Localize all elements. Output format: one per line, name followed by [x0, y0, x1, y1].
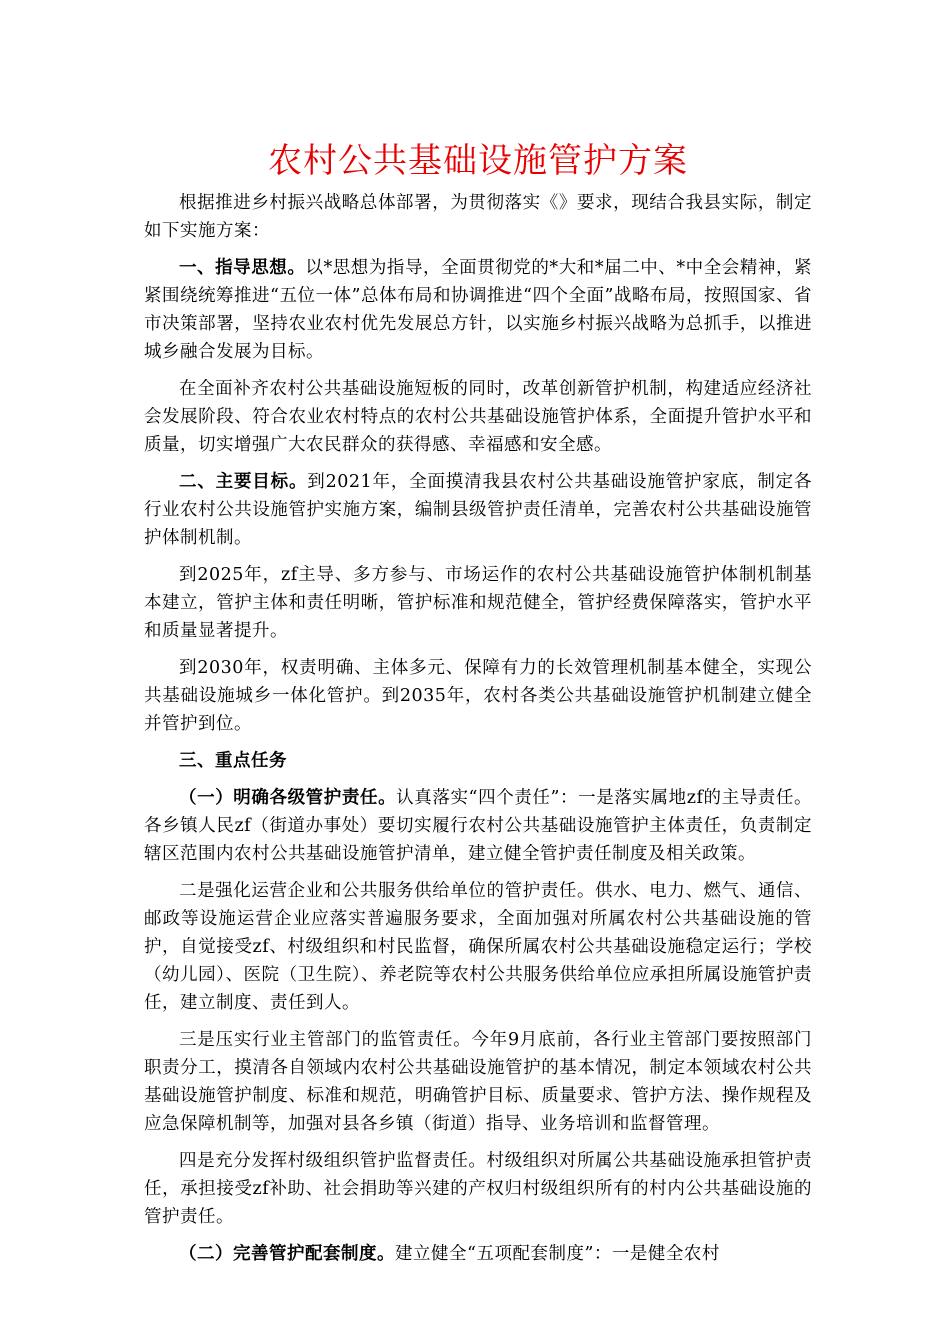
paragraph [144, 189, 812, 245]
paragraph-text: 在全面补齐农村公共基础设施短板的同时，改革创新管护机制，构建适应经济社会发展阶段、符合农业农村特点的农村公共基础设施管护体系，全面提升管护水平和质量，切实增强广大农民群众的获得感、幸福感和安全感。 [144, 379, 812, 455]
paragraph-text: 建立健全“五项配套制度”：一是健全农村 [395, 1244, 720, 1264]
paragraph-text: 三是压实行业主管部门的监管责任。今年9月底前，各行业主管部门要按照部门职责分工，摸清各自领域内农村公共基础设施管护的基本情况，制定本领域农村公共基础设施管护制度、标准和规范，明确管护目标、质量要求、管护方法、操作规程及应急保障机制等，加强对县各乡镇（街道）指导、业务培训和监督管理。 [144, 1030, 812, 1134]
paragraph-heading: 二、主要目标。 [179, 472, 308, 492]
paragraph-text: 以*思想为指导，全面贯彻党的*大和*届二中、*中全会精神，紧紧围绕统筹推进“五位一体”总体布局和协调推进“四个全面”战略布局，按照国家、省市决策部署，坚持农业农村优先发展总方针，以实施乡村振兴战略为总抓手，以推进城乡融合发展为目标。 [144, 258, 812, 362]
paragraph-heading: 一、指导思想。 [179, 258, 306, 278]
paragraph-list [144, 189, 812, 1268]
paragraph-text: 四是充分发挥村级组织管护监督责任。村级组织对所属公共基础设施承担管护责任，承担接受zf补助、社会捐助等兴建的产权归村级组织所有的村内公共基础设施的管护责任。 [144, 1151, 812, 1227]
paragraph-text: 到2021年，全面摸清我县农村公共基础设施管护家底，制定各行业农村公共设施管护实施方案，编制县级管护责任清单，完善农村公共基础设施管护体制机制。 [144, 472, 812, 548]
paragraph [144, 254, 812, 366]
paragraph [144, 468, 812, 552]
paragraph [144, 561, 812, 645]
paragraph [144, 877, 812, 1017]
paragraph [144, 375, 812, 459]
paragraph-text: 根据推进乡村振兴战略总体部署，为贯彻落实《》要求，现结合我县实际，制定如下实施方案： [144, 193, 812, 241]
paragraph [144, 654, 812, 738]
paragraph [144, 747, 812, 775]
paragraph-heading: （一）明确各级管护责任。 [179, 788, 397, 808]
document-title: 农村公共基础设施管护方案 [268, 141, 688, 181]
paragraph [144, 784, 812, 868]
paragraph-text: 到2025年，zf主导、多方参与、市场运作的农村公共基础设施管护体制机制基本建立，管护主体和责任明晰，管护标准和规范健全，管护经费保障落实，管护水平和质量显著提升。 [144, 565, 812, 641]
paragraph-heading: 三、重点任务 [179, 751, 287, 771]
paragraph [144, 1147, 812, 1231]
paragraph [144, 1240, 812, 1268]
paragraph-text: 认真落实“四个责任”：一是落实属地zf的主导责任。各乡镇人民zf（街道办事处）要切实履行农村公共基础设施管护主体责任，负责制定辖区范围内农村公共基础设施管护清单，建立健全管护责任制度及相关政策。 [144, 788, 812, 864]
paragraph-text: 二是强化运营企业和公共服务供给单位的管护责任。供水、电力、燃气、通信、邮政等设施运营企业应落实普遍服务要求，全面加强对所属农村公共基础设施的管护，自觉接受zf、村级组织和村民监督，确保所属农村公共基础设施稳定运行；学校（幼儿园）、医院（卫生院）、养老院等农村公共服务供给单位应承担所属设施管护责任，建立制度、责任到人。 [144, 881, 812, 1013]
paragraph [144, 1026, 812, 1138]
paragraph-text: 到2030年，权责明确、主体多元、保障有力的长效管理机制基本健全，实现公共基础设施城乡一体化管护。到2035年，农村各类公共基础设施管护机制建立健全并管护到位。 [144, 658, 812, 734]
paragraph-heading: （二）完善管护配套制度。 [179, 1244, 395, 1264]
document-body [144, 138, 812, 1277]
